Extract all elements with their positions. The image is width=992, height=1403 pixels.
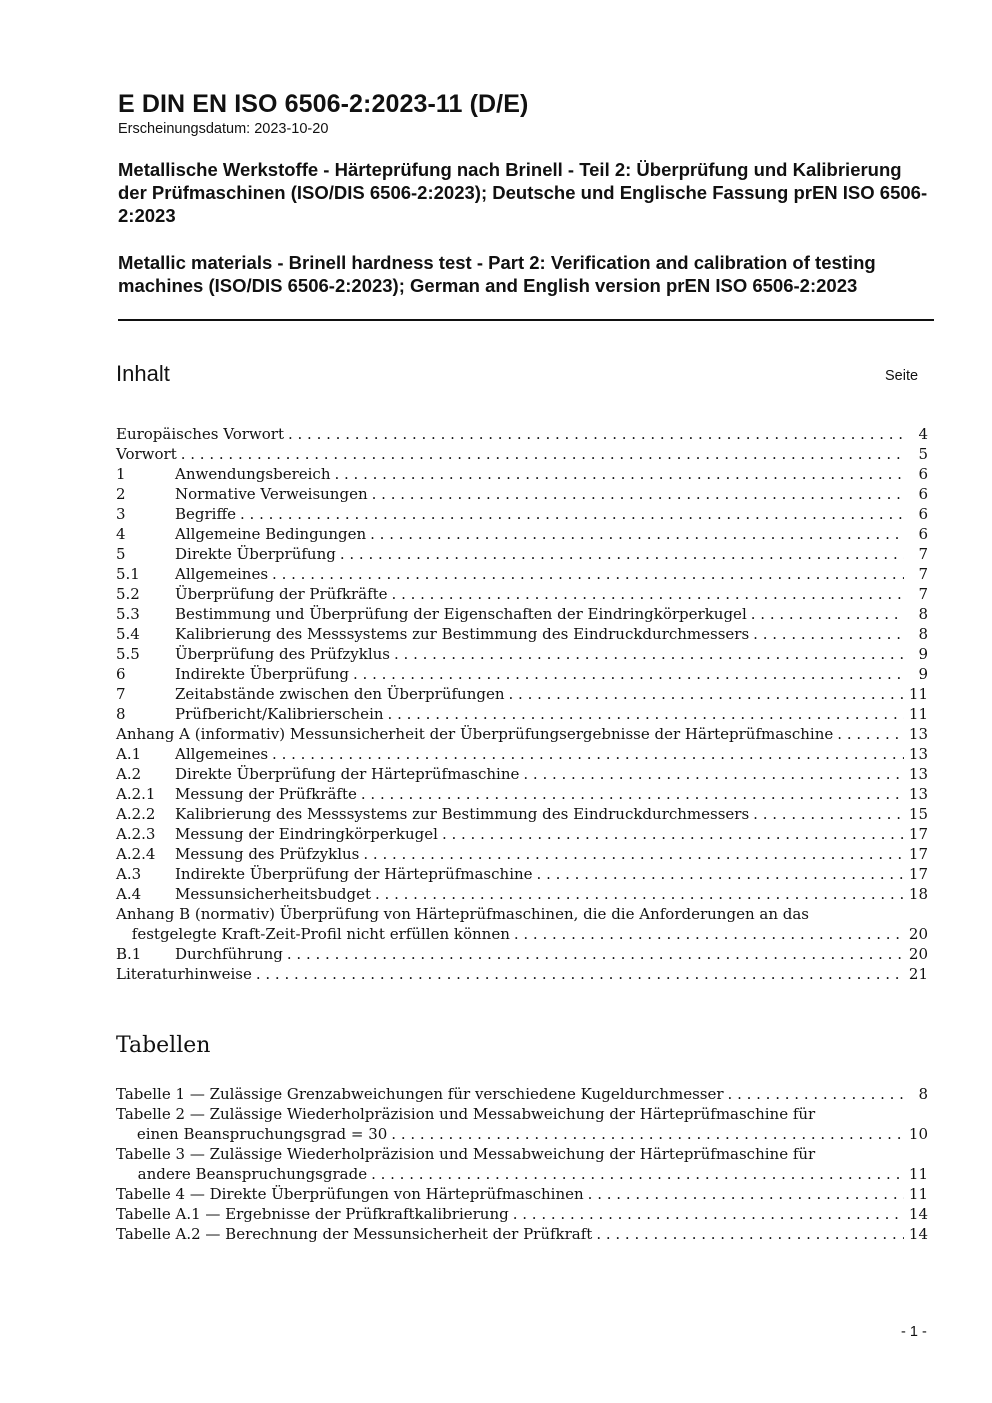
toc-entry-page: 9 bbox=[918, 645, 928, 663]
toc-leader-dots bbox=[375, 884, 904, 904]
toc-entry-number: 8 bbox=[116, 705, 126, 723]
toc-entry[interactable] bbox=[116, 904, 928, 924]
table-entry-title: Tabelle 1 — Zulässige Grenzabweichungen für verschiedene Kugeldurchmesser bbox=[116, 1085, 724, 1103]
table-entry-page: 8 bbox=[918, 1085, 928, 1103]
toc-entry-title: Begriffe bbox=[175, 505, 237, 523]
toc-entry-number: A.2.1 bbox=[116, 785, 156, 803]
toc-entry[interactable] bbox=[116, 724, 928, 744]
table-leader-dots bbox=[391, 1124, 904, 1144]
toc-entry-page: 20 bbox=[908, 945, 928, 963]
toc-leader-dots bbox=[523, 764, 904, 784]
title-english: Metallic materials - Brinell hardness test - Part 2: Verification and calibration of testing machines (ISO/DIS 6506-2:2023); German and English version prEN ISO 6506-2:2023 bbox=[118, 252, 876, 296]
toc-entry-page: 6 bbox=[918, 485, 928, 503]
toc-entry-title: Indirekte Überprüfung der Härteprüfmaschine bbox=[175, 865, 533, 883]
toc-entry-title: Zeitabstände zwischen den Überprüfungen bbox=[175, 685, 505, 703]
toc-entry-title: Allgemeines bbox=[175, 745, 269, 763]
toc-leader-dots bbox=[537, 864, 904, 884]
header-divider bbox=[118, 319, 934, 321]
table-leader-dots bbox=[371, 1164, 904, 1184]
toc-leader-dots bbox=[753, 624, 904, 644]
table-entry-page: 14 bbox=[908, 1205, 928, 1223]
publication-date: Erscheinungsdatum: 2023-10-20 bbox=[118, 121, 329, 137]
toc-entry[interactable] bbox=[116, 704, 928, 724]
toc-entry[interactable] bbox=[116, 824, 928, 844]
table-list-entry[interactable] bbox=[116, 1164, 928, 1184]
table-leader-dots bbox=[588, 1184, 904, 1204]
toc-entry-title: Anhang A (informativ) Messunsicherheit der Überprüfungsergebnisse der Härteprüfmaschine bbox=[116, 725, 834, 743]
toc-leader-dots bbox=[287, 944, 904, 964]
toc-entry-title: festgelegte Kraft-Zeit-Profil nicht erfüllen können bbox=[131, 925, 510, 943]
toc-leader-dots bbox=[288, 424, 904, 444]
toc-entry-page: 8 bbox=[918, 605, 928, 623]
toc-entry-page: 8 bbox=[918, 625, 928, 643]
toc-entry[interactable] bbox=[116, 664, 928, 684]
table-leader-dots bbox=[596, 1224, 904, 1244]
toc-entry-page: 7 bbox=[918, 565, 928, 583]
toc-entry-page: 13 bbox=[908, 745, 928, 763]
table-entry-page: 14 bbox=[908, 1225, 928, 1243]
toc-leader-dots bbox=[837, 724, 904, 744]
toc-entry-page: 20 bbox=[908, 925, 928, 943]
toc-entry[interactable] bbox=[116, 784, 928, 804]
toc-entry[interactable] bbox=[116, 644, 928, 664]
tables-heading: Tabellen bbox=[116, 1033, 211, 1058]
toc-entry-title: Allgemeines bbox=[175, 565, 269, 583]
toc-entry[interactable] bbox=[116, 584, 928, 604]
table-entry-title: andere Beanspruchungsgrade bbox=[137, 1165, 368, 1183]
toc-leader-dots bbox=[514, 924, 904, 944]
toc-entry-page: 7 bbox=[918, 585, 928, 603]
toc-entry[interactable] bbox=[116, 964, 928, 984]
toc-entry-title: Durchführung bbox=[175, 945, 283, 963]
toc-leader-dots bbox=[181, 444, 904, 464]
toc-entry-number: 7 bbox=[116, 685, 126, 703]
table-entry-title: Tabelle A.1 — Ergebnisse der Prüfkraftkalibrierung bbox=[116, 1205, 509, 1223]
toc-entry-title: Anhang B (normativ) Überprüfung von Härteprüfmaschinen, die die Anforderungen an das bbox=[116, 905, 809, 923]
toc-entry-title: Überprüfung der Prüfkräfte bbox=[175, 585, 388, 603]
toc-entry-number: A.1 bbox=[116, 745, 142, 763]
toc-leader-dots bbox=[256, 964, 904, 984]
toc-leader-dots bbox=[240, 504, 904, 524]
list-of-tables bbox=[116, 1084, 928, 1244]
toc-entry[interactable] bbox=[116, 884, 928, 904]
toc-entry-page: 11 bbox=[908, 685, 928, 703]
toc-entry[interactable] bbox=[116, 744, 928, 764]
table-list-entry[interactable] bbox=[116, 1124, 928, 1144]
toc-entry-page: 18 bbox=[908, 885, 928, 903]
toc-leader-dots bbox=[442, 824, 904, 844]
toc-leader-dots bbox=[372, 484, 904, 504]
table-list-entry[interactable] bbox=[116, 1224, 928, 1244]
toc-entry-page: 15 bbox=[908, 805, 928, 823]
toc-entry-title: Überprüfung des Prüfzyklus bbox=[175, 645, 391, 663]
toc-leader-dots bbox=[753, 804, 904, 824]
toc-entry-number: 5.3 bbox=[116, 605, 140, 623]
toc-entry-number: A.2.4 bbox=[116, 845, 156, 863]
toc-leader-dots bbox=[388, 704, 904, 724]
table-entry-page: 11 bbox=[908, 1165, 928, 1183]
toc-leader-dots bbox=[272, 744, 904, 764]
toc-entry[interactable] bbox=[116, 424, 928, 444]
table-entry-title: einen Beanspruchungsgrad = 30 bbox=[136, 1125, 388, 1143]
toc-entry-number: A.4 bbox=[116, 885, 142, 903]
toc-entry-page: 13 bbox=[908, 785, 928, 803]
toc-entry-title: Vorwort bbox=[116, 445, 177, 463]
toc-entry-page: 6 bbox=[918, 505, 928, 523]
toc-entry-number: 6 bbox=[116, 665, 126, 683]
toc-entry-title: Europäisches Vorwort bbox=[116, 425, 284, 443]
toc-leader-dots bbox=[509, 684, 905, 704]
toc-entry-number: B.1 bbox=[116, 945, 142, 963]
toc-entry-number: 1 bbox=[116, 465, 126, 483]
toc-entry-title: Kalibrierung des Messsystems zur Bestimmung des Eindruckdurchmessers bbox=[175, 625, 750, 643]
toc-entry[interactable] bbox=[116, 624, 928, 644]
toc-entry-page: 11 bbox=[908, 705, 928, 723]
toc-entry-title: Direkte Überprüfung bbox=[175, 545, 336, 563]
toc-entry-page: 6 bbox=[918, 525, 928, 543]
toc-entry-page: 9 bbox=[918, 665, 928, 683]
toc-entry[interactable] bbox=[116, 844, 928, 864]
table-leader-dots bbox=[513, 1204, 904, 1224]
toc-entry-title: Messung des Prüfzyklus bbox=[175, 845, 360, 863]
toc-entry-title: Indirekte Überprüfung bbox=[175, 665, 349, 683]
toc-entry-page: 7 bbox=[918, 545, 928, 563]
table-list-entry[interactable] bbox=[116, 1184, 928, 1204]
toc-entry-title: Bestimmung und Überprüfung der Eigenschaften der Eindringkörperkugel bbox=[175, 605, 747, 623]
toc-entry-number: 2 bbox=[116, 485, 126, 503]
toc-entry-number: 5.4 bbox=[116, 625, 140, 643]
toc-entry[interactable] bbox=[116, 464, 928, 484]
toc-entry-number: 5 bbox=[116, 545, 126, 563]
toc-entry[interactable] bbox=[116, 444, 928, 464]
toc-leader-dots bbox=[370, 524, 904, 544]
toc-leader-dots bbox=[361, 784, 904, 804]
toc-entry-number: 5.1 bbox=[116, 565, 140, 583]
table-entry-page: 10 bbox=[908, 1125, 928, 1143]
toc-entry-title: Direkte Überprüfung der Härteprüfmaschine bbox=[175, 765, 520, 783]
toc-entry-page: 5 bbox=[918, 445, 928, 463]
toc-entry-page: 17 bbox=[908, 845, 928, 863]
page-number: - 1 - bbox=[901, 1324, 927, 1340]
toc-entry-title: Messung der Eindringkörperkugel bbox=[175, 825, 438, 843]
toc-entry-number: A.2 bbox=[116, 765, 142, 783]
toc-entry-number: A.3 bbox=[116, 865, 142, 883]
toc-entry[interactable] bbox=[116, 524, 928, 544]
toc-leader-dots bbox=[353, 664, 904, 684]
toc-entry[interactable] bbox=[116, 684, 928, 704]
toc-leader-dots bbox=[363, 844, 904, 864]
toc-entry-title: Literaturhinweise bbox=[116, 965, 252, 983]
toc-entry-page: 4 bbox=[918, 425, 928, 443]
toc-entry-number: A.2.3 bbox=[116, 825, 156, 843]
table-entry-title: Tabelle 2 — Zulässige Wiederholpräzision und Messabweichung der Härteprüfmaschine für bbox=[116, 1105, 816, 1123]
table-list-entry[interactable] bbox=[116, 1144, 928, 1164]
toc-entry-number: 4 bbox=[116, 525, 126, 543]
contents-heading: Inhalt bbox=[116, 361, 170, 386]
table-leader-dots bbox=[728, 1084, 904, 1104]
toc-entry[interactable] bbox=[116, 604, 928, 624]
page-column-label: Seite bbox=[885, 368, 919, 384]
table-entry-title: Tabelle 3 — Zulässige Wiederholpräzision und Messabweichung der Härteprüfmaschine für bbox=[116, 1145, 816, 1163]
toc-entry-page: 13 bbox=[908, 725, 928, 743]
toc-entry-number: 5.2 bbox=[116, 585, 140, 603]
toc-entry-title: Messung der Prüfkräfte bbox=[175, 785, 357, 803]
toc-leader-dots bbox=[751, 604, 904, 624]
toc-entry-page: 6 bbox=[918, 465, 928, 483]
table-list-entry[interactable] bbox=[116, 1204, 928, 1224]
table-entry-title: Tabelle 4 — Direkte Überprüfungen von Härteprüfmaschinen bbox=[116, 1185, 584, 1203]
toc-entry-title: Kalibrierung des Messsystems zur Bestimmung des Eindruckdurchmessers bbox=[175, 805, 750, 823]
toc-leader-dots bbox=[334, 464, 904, 484]
toc-leader-dots bbox=[392, 584, 904, 604]
toc-entry[interactable] bbox=[116, 504, 928, 524]
toc-entry[interactable] bbox=[116, 944, 928, 964]
toc-entry-title: Messunsicherheitsbudget bbox=[175, 885, 371, 903]
table-list-entry[interactable] bbox=[116, 1084, 928, 1104]
toc-entry-title: Anwendungsbereich bbox=[175, 465, 331, 483]
toc-entry-title: Allgemeine Bedingungen bbox=[175, 525, 367, 543]
toc-leader-dots bbox=[272, 564, 904, 584]
toc-entry[interactable] bbox=[116, 804, 928, 824]
toc-leader-dots bbox=[394, 644, 904, 664]
toc-entry-title: Normative Verweisungen bbox=[175, 485, 368, 503]
table-entry-title: Tabelle A.2 — Berechnung der Messunsicherheit der Prüfkraft bbox=[116, 1225, 593, 1243]
toc-entry-page: 13 bbox=[908, 765, 928, 783]
title-german: Metallische Werkstoffe - Härteprüfung nach Brinell - Teil 2: Überprüfung und Kalibrierung der Prüfmaschinen (ISO/DIS 6506-2:2023); Deutsche und Englische Fassung prEN ISO 6506-2:2023 bbox=[118, 159, 928, 226]
toc-leader-dots bbox=[340, 544, 904, 564]
toc-entry-page: 17 bbox=[908, 825, 928, 843]
toc-entry-number: 5.5 bbox=[116, 645, 140, 663]
toc-entry-number: 3 bbox=[116, 505, 126, 523]
table-entry-page: 11 bbox=[908, 1185, 928, 1203]
toc-entry-number: A.2.2 bbox=[116, 805, 156, 823]
table-of-contents bbox=[116, 424, 928, 984]
toc-entry-page: 17 bbox=[908, 865, 928, 883]
toc-entry[interactable] bbox=[116, 484, 928, 504]
toc-entry[interactable] bbox=[116, 764, 928, 784]
toc-entry[interactable] bbox=[116, 924, 928, 944]
toc-entry[interactable] bbox=[116, 544, 928, 564]
toc-entry-title: Prüfbericht/Kalibrierschein bbox=[175, 705, 384, 723]
toc-entry[interactable] bbox=[116, 864, 928, 884]
toc-entry-page: 21 bbox=[908, 965, 928, 983]
table-list-entry[interactable] bbox=[116, 1104, 928, 1124]
toc-entry[interactable] bbox=[116, 564, 928, 584]
document-code: E DIN EN ISO 6506-2:2023-11 (D/E) bbox=[118, 90, 529, 118]
